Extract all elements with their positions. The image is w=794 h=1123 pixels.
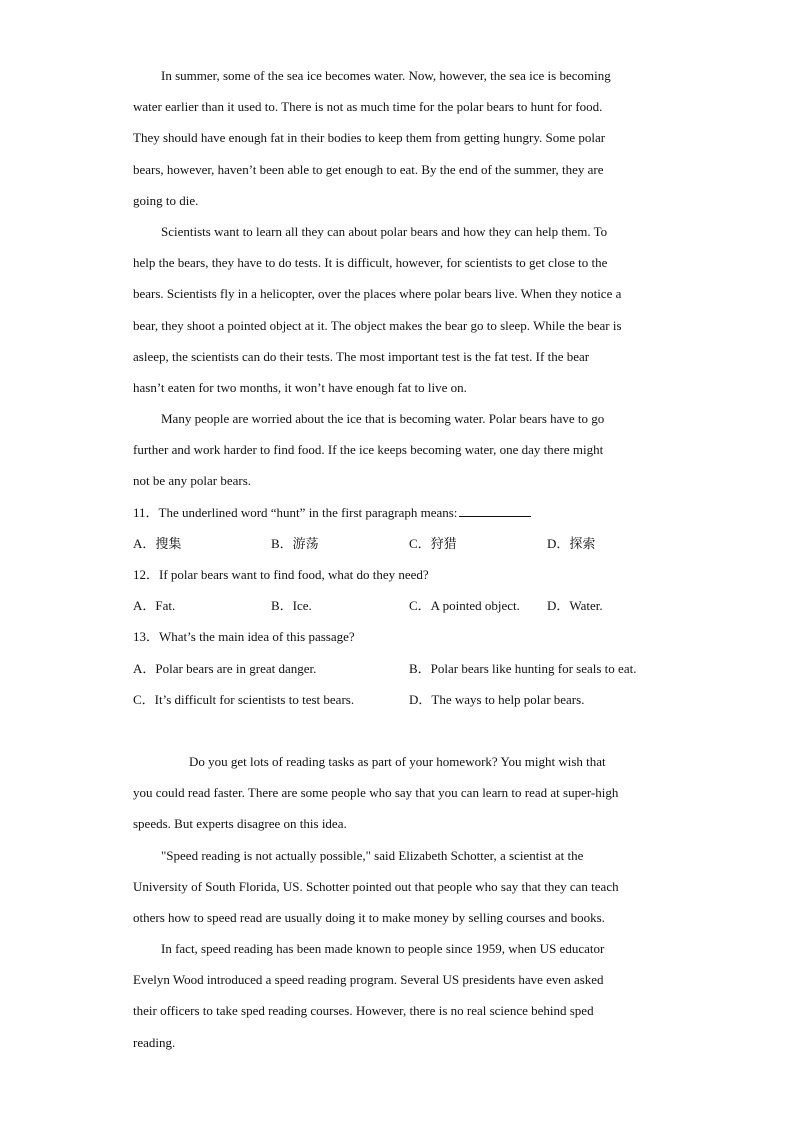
text-line: Evelyn Wood introduced a speed reading program. Several US presidents have even asked <box>133 972 604 988</box>
text-line: Scientists want to learn all they can about polar bears and how they can help them. To <box>161 223 608 239</box>
option-row <box>133 590 663 621</box>
question-stem <box>133 497 663 528</box>
text-line: bears, however, haven’t been able to get enough to eat. By the end of the summer, they are <box>133 161 604 177</box>
text-line: asleep, the scientists can do their tests. The most important test is the fat test. If the bear <box>133 348 590 364</box>
paragraph <box>133 60 663 216</box>
question-11 <box>133 497 663 559</box>
passage-1 <box>133 60 663 497</box>
text-line: their officers to take sped reading courses. However, there is no real science behind sped <box>133 1003 594 1019</box>
option-a: A．Fat. <box>133 598 176 614</box>
question-list <box>133 497 663 715</box>
question-13 <box>133 621 663 715</box>
paragraph <box>133 933 663 1058</box>
text-line: Many people are worried about the ice that is becoming water. Polar bears have to go <box>161 411 605 427</box>
section-gap <box>133 715 663 746</box>
document-page <box>133 60 663 1058</box>
passage-2 <box>133 746 663 1058</box>
option-b: B．Polar bears like hunting for seals to eat. <box>409 660 637 676</box>
option-row <box>133 528 663 559</box>
text-line: In fact, speed reading has been made known to people since 1959, when US educator <box>161 941 605 957</box>
option-d: D．Water. <box>547 598 603 614</box>
option-row <box>133 653 663 684</box>
question-stem: 13．What’s the main idea of this passage? <box>133 629 355 645</box>
text-line: University of South Florida, US. Schotter pointed out that people who say that they can teach <box>133 878 619 894</box>
answer-blank <box>459 504 531 517</box>
option-d: D．探索 <box>547 535 596 551</box>
text-line: "Speed reading is not actually possible," said Elizabeth Schotter, a scientist at the <box>161 847 584 863</box>
text-line: going to die. <box>133 192 199 208</box>
text-line: further and work harder to find food. If the ice keeps becoming water, one day there might <box>133 442 604 458</box>
text-line: They should have enough fat in their bodies to keep them from getting hungry. Some polar <box>133 130 606 146</box>
text-line: you could read faster. There are some people who say that you can learn to read at super-high <box>133 785 619 801</box>
option-a: A．Polar bears are in great danger. <box>133 660 317 676</box>
text-line: others how to speed read are usually doing it to make money by selling courses and books. <box>133 909 605 925</box>
option-b: B．Ice. <box>271 598 312 614</box>
text-line: speeds. But experts disagree on this idea. <box>133 816 347 832</box>
text-line: not be any polar bears. <box>133 473 252 489</box>
paragraph <box>133 403 663 497</box>
option-c: C．A pointed object. <box>409 598 520 614</box>
text-line: reading. <box>133 1034 176 1050</box>
option-a: A．搜集 <box>133 535 182 551</box>
option-d: D．The ways to help polar bears. <box>409 691 585 707</box>
question-12 <box>133 559 663 621</box>
option-row <box>133 684 663 715</box>
paragraph <box>133 746 663 840</box>
text-line: bears. Scientists fly in a helicopter, over the places where polar bears live. When they notice a <box>133 286 622 302</box>
text-line: hasn’t eaten for two months, it won’t have enough fat to live on. <box>133 379 467 395</box>
option-c: C．狩猎 <box>409 535 457 551</box>
text-line: In summer, some of the sea ice becomes water. Now, however, the sea ice is becoming <box>161 68 611 83</box>
option-c: C．It’s difficult for scientists to test bears. <box>133 691 355 707</box>
option-b: B．游荡 <box>271 535 319 551</box>
question-stem: 12．If polar bears want to find food, what do they need? <box>133 567 429 582</box>
text-line: bear, they shoot a pointed object at it. The object makes the bear go to sleep. While the bear is <box>133 317 622 333</box>
text-line: help the bears, they have to do tests. It is difficult, however, for scientists to get close to the <box>133 255 608 271</box>
paragraph <box>133 840 663 934</box>
text-line: water earlier than it used to. There is not as much time for the polar bears to hunt for food. <box>133 99 603 115</box>
text-line: Do you get lots of reading tasks as part of your homework? You might wish that <box>189 753 606 769</box>
paragraph <box>133 216 663 403</box>
question-stem-text: 11．The underlined word “hunt” in the first paragraph means: <box>133 504 458 520</box>
